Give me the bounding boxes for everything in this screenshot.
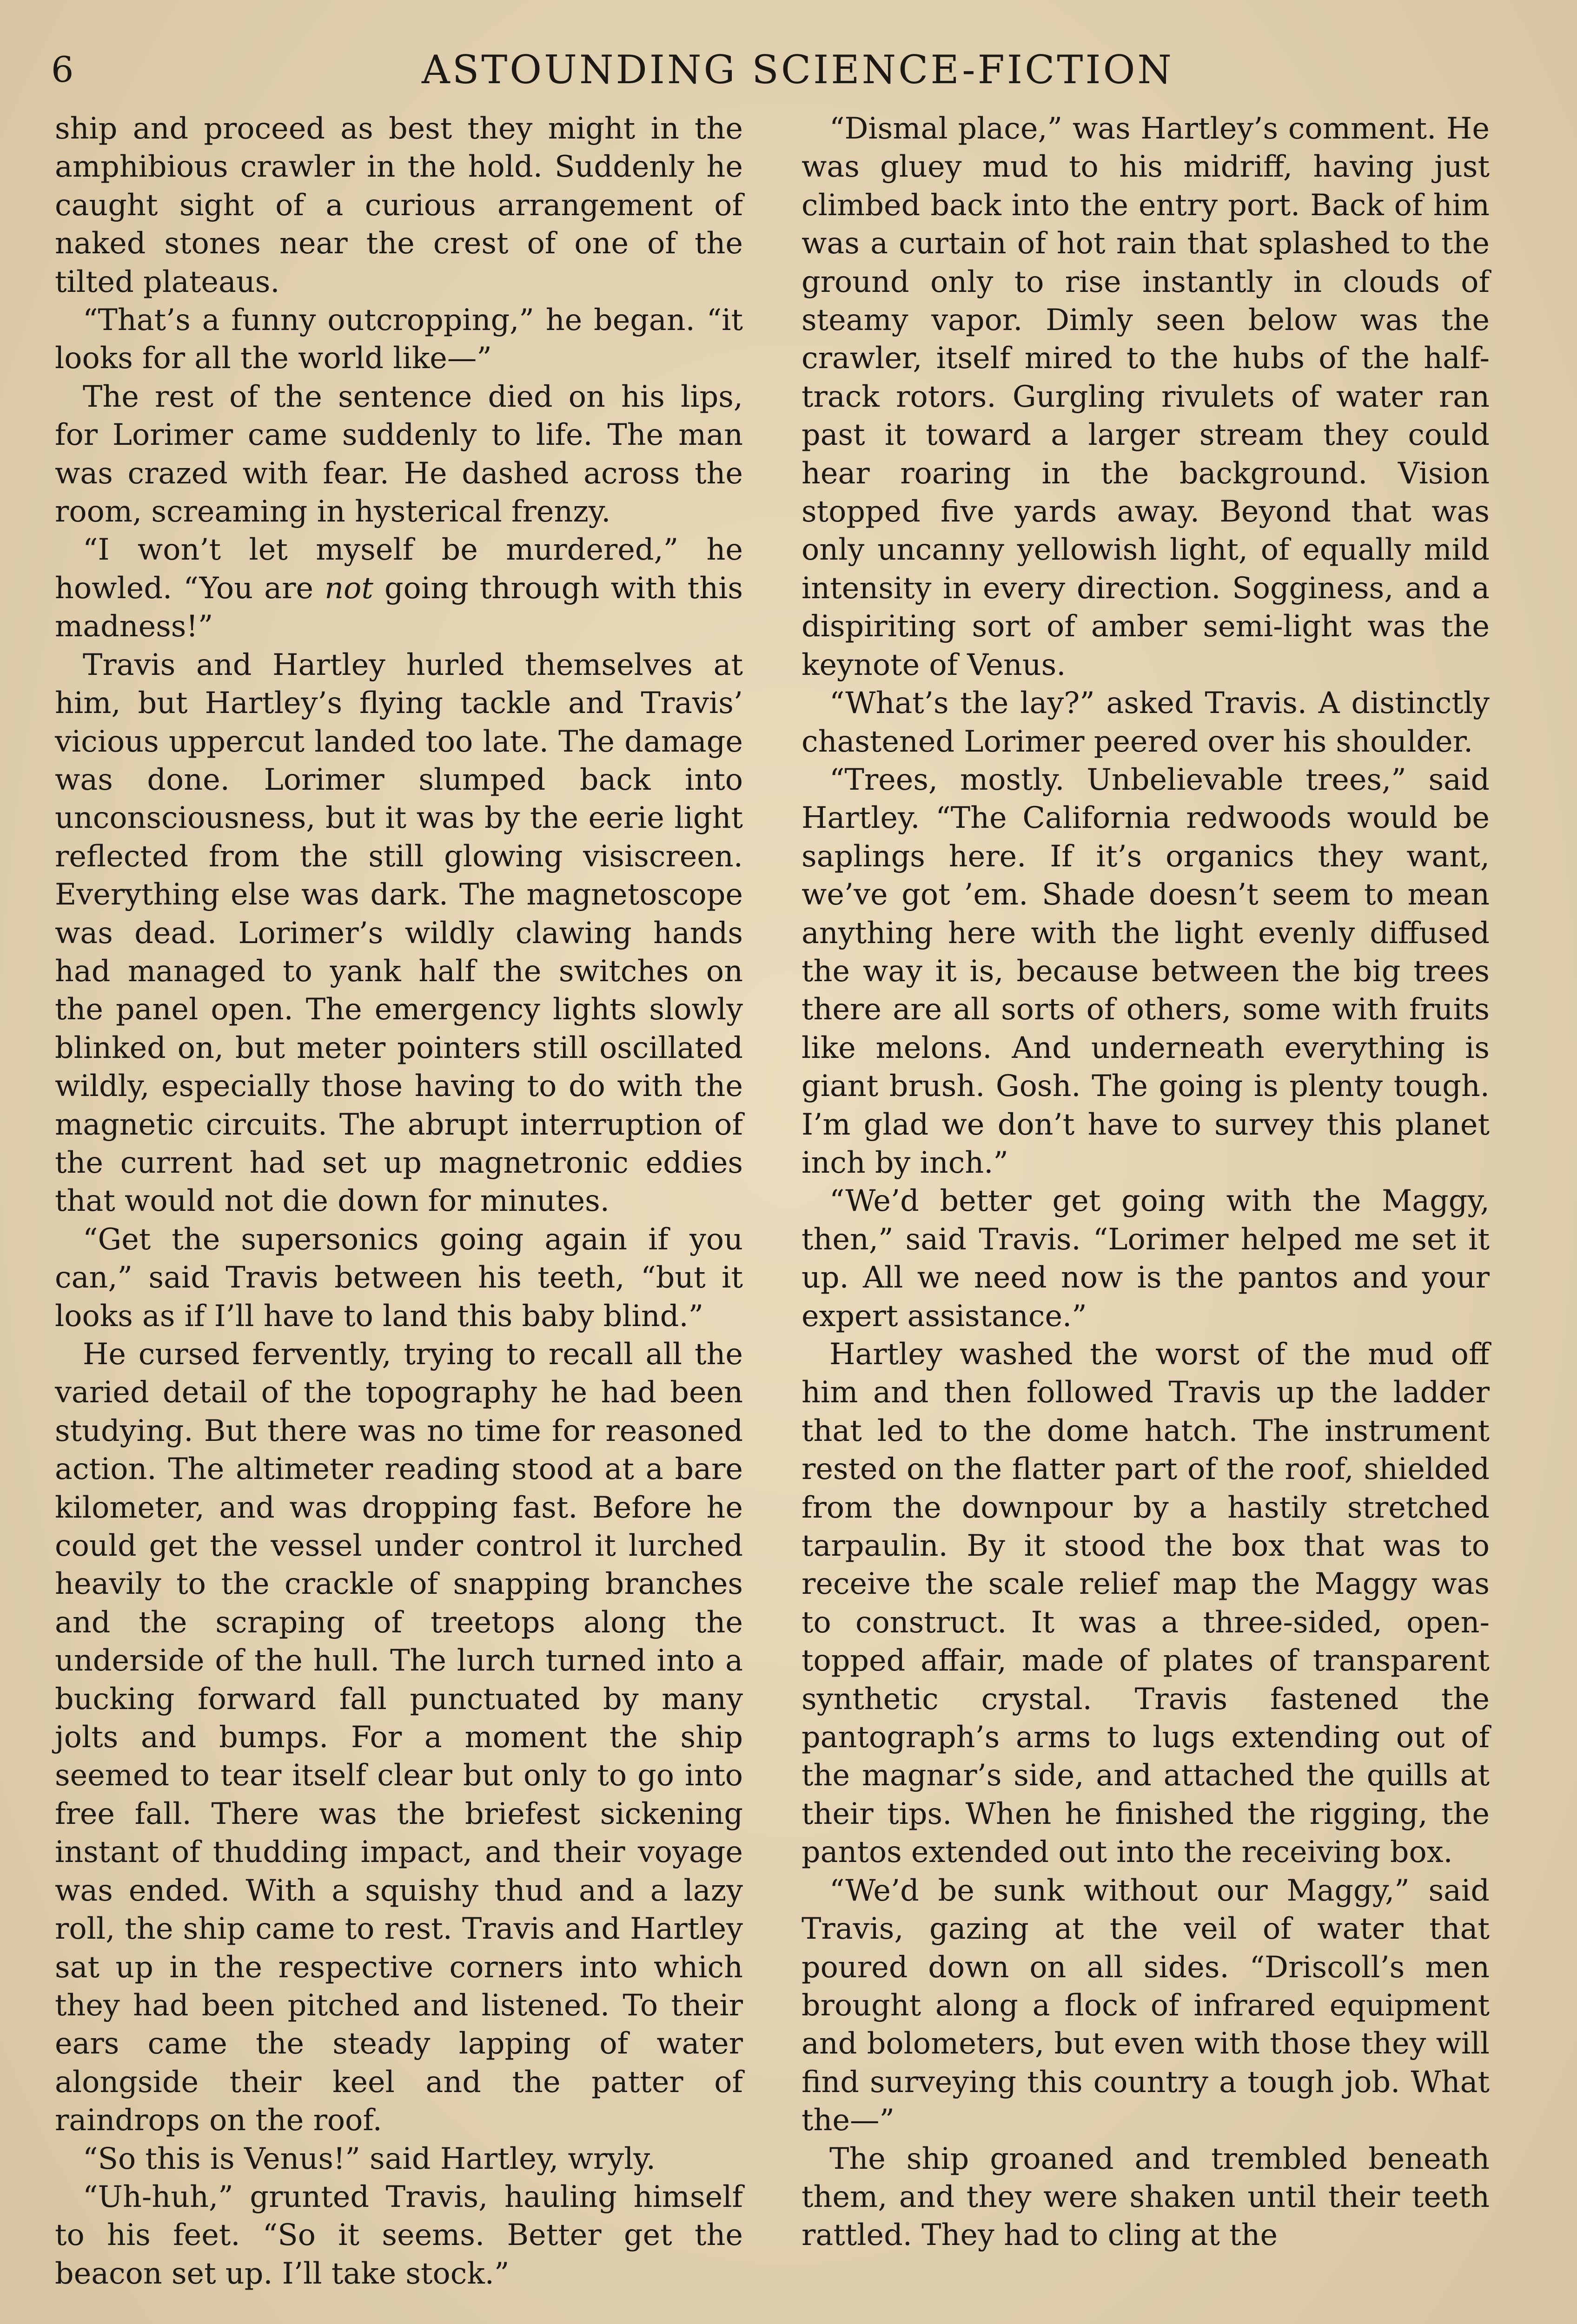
paragraph: Travis and Hartley hurled themselves at him, but Hartley’s flying tackle and Travis’ vicious uppercut landed too late. The damage was done. Lorimer slumped back into unconsciousness, but it was by the eerie light reflected from the still glowing visiscreen. Everything else was dark. The magnetoscope was dead. Lorimer’s wildly clawing hands had managed to yank half the switches on the panel open. The emergency lights slowly blinked on, but meter pointers still oscillated wildly, especially those having to do with the magnetic circuits. The abrupt interruption of the current had set up magnetronic eddies that would not die down for minutes. [55,647,743,1218]
right-column [802,109,1490,2254]
paragraph: “Get the supersonics going again if you can,” said Travis between his teeth, “but it looks as if I’ll have to land this baby blind.” [55,1221,743,1333]
paragraph-text: “I won’t let myself be murdered,” he howled. “You are [55,532,743,605]
paragraph: “That’s a funny outcropping,” he began. “it looks for all the world like—” [55,303,743,376]
paragraph: The rest of the sentence died on his lips, for Lorimer came suddenly to life. The man was crazed with fear. He dashed across the room, screaming in hysterical frenzy. [55,379,743,529]
paragraph: “Uh-huh,” grunted Travis, hauling himself to his feet. “So it seems. Better get the beacon set up. I’ll take stock.” [55,2179,743,2291]
paragraph: The ship groaned and trembled beneath them, and they were shaken until their teeth rattled. They had to cling at the [802,2141,1490,2252]
paragraph: “Dismal place,” was Hartley’s comment. He was gluey mud to his midriff, having just climbed back into the entry port. Back of him was a curtain of hot rain that splashed to the ground only to rise instantly in clouds of steamy vapor. Dimly seen below was the crawler, itself mired to the hubs of the half-track rotors. Gurgling rivulets of water ran past it toward a larger stream they could hear roaring in the background. Vision stopped five yards away. Beyond that was only uncanny yellowish light, of equally mild intensity in every direction. Sogginess, and a dispiriting sort of amber semi-light was the keynote of Venus. [802,111,1490,682]
paragraph: “So this is Venus!” said Hartley, wryly. [83,2141,656,2176]
paragraph-text: going through with this madness!” [55,570,743,644]
paragraph: “We’d be sunk without our Maggy,” said Travis, gazing at the veil of water that poured down on all sides. “Driscoll’s men brought along a flock of infrared equipment and bolometers, but even with those they will find surveying this country a tough job. What the—” [802,1873,1490,2138]
paragraph: “What’s the lay?” asked Travis. A distinctly chastened Lorimer peered over his shoulder. [802,686,1490,759]
paragraph: “We’d better get going with the Maggy, then,” said Travis. “Lorimer helped me set it up. All we need now is the pantos and your expert assistance.” [802,1183,1490,1333]
paragraph: “Trees, mostly. Unbelievable trees,” said Hartley. “The California redwoods would be saplings here. If it’s organics they want, we’ve got ’em. Shade doesn’t seem to mean anything here with the light evenly diffused the way it is, because between the big trees there are all sorts of others, some with fruits like melons. And underneath everything is giant brush. Gosh. The going is plenty tough. I’m glad we don’t have to survey this planet inch by inch.” [802,762,1490,1180]
paragraph: ship and proceed as best they might in the amphibious crawler in the hold. Suddenly he caught sight of a curious arrangement of naked stones near the crest of one of the tilted plateaus. [55,111,743,299]
left-column [55,109,743,2292]
paragraph: He cursed fervently, trying to recall all the varied detail of the topography he had been studying. But there was no time for reasoned action. The altimeter reading stood at a bare kilometer, and was dropping fast. Before he could get the vessel under control it lurched heavily to the crackle of snapping branches and the scraping of treetops along the underside of the hull. The lurch turned into a bucking forward fall punctuated by many jolts and bumps. For a moment the ship seemed to tear itself clear but only to go into free fall. There was the briefest sickening instant of thudding impact, and their voyage was ended. With a squishy thud and a lazy roll, the ship came to rest. Travis and Hartley sat up in the respective corners into which they had been pitched and listened. To their ears came the steady lapping of water alongside their keel and the patter of raindrops on the roof. [55,1337,743,2138]
page-header [46,44,1493,95]
emphasis-text: not [325,570,373,605]
page-number: 6 [51,49,75,90]
running-head: ASTOUNDING SCIENCE-FICTION [422,47,1174,92]
paragraph: Hartley washed the worst of the mud off him and then followed Travis up the ladder that led to the dome hatch. The instrument rested on the flatter part of the roof, shielded from the downpour by a hastily stretched tarpaulin. By it stood the box that was to receive the scale relief map the Maggy was to construct. It was a three-sided, open-topped affair, made of plates of transparent synthetic crystal. Travis fastened the pantograph’s arms to lugs extending out of the magnar’s side, and attached the quills at their tips. When he finished the rigging, the pantos extended out into the receiving box. [802,1337,1490,1869]
paragraph [55,530,743,645]
